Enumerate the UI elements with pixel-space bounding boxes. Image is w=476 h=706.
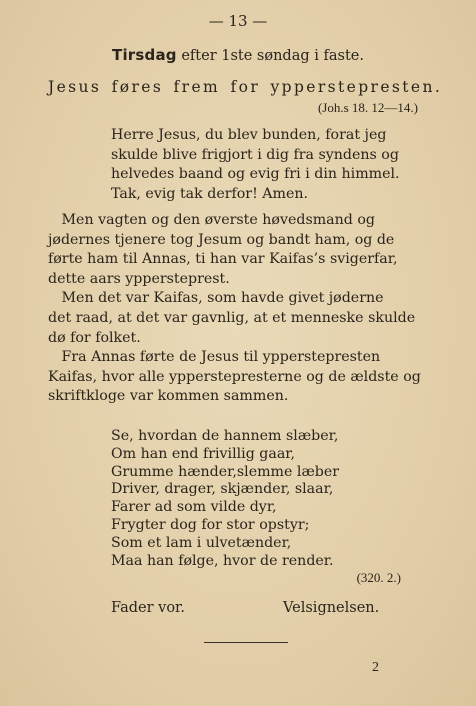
- prayer-line: Herre Jesus, du blev bunden, forat jeg: [111, 127, 387, 143]
- text-line: førte ham til Annas, ti han var Kaifas’s svigerfar,: [48, 251, 398, 268]
- text-line: skriftkloge var kommen sammen.: [48, 388, 289, 405]
- closing-lords-prayer: Fader vor.: [111, 600, 185, 616]
- hymn-line: Maa han følge, hvor de render.: [111, 552, 334, 569]
- hymn-line: Se, hvordan de hannem slæber,: [111, 428, 339, 444]
- text-line: det raad, at det var gavnlig, at et menneske skulde: [48, 309, 416, 326]
- text-line: Fra Annas førte de Jesus til ypperstepresten: [48, 349, 381, 366]
- hymn-line: Som et lam i ulvetænder,: [111, 534, 292, 551]
- prayer-line: Tak, evig tak derfor! Amen.: [111, 185, 309, 202]
- prayer-line: helvedes baand og evig fri i din himmel.: [111, 166, 400, 182]
- hymn-line: Driver, drager, skjænder, slaar,: [111, 481, 334, 498]
- text-line: Men vagten og den øverste høvedsmand og: [48, 212, 375, 228]
- scripture-text: [48, 211, 444, 407]
- hymn-line: Frygter dog for stor opstyr;: [111, 516, 310, 533]
- prayer-paragraph: [111, 126, 443, 204]
- text-line: jødernes tjenere tog Jesum og bandt ham, og de: [48, 231, 395, 248]
- scripture-reference: (Joh.s 18. 12—14.): [317, 100, 418, 115]
- divider-rule: [204, 642, 288, 643]
- hymn-line: Farer ad som vilde dyr,: [111, 499, 277, 516]
- hymn-line: Grumme hænder,slemme læber: [111, 463, 340, 480]
- signature-mark: 2: [372, 660, 379, 675]
- hymn-verse: [111, 428, 401, 570]
- text-line: dette aars yppersteprest.: [48, 270, 230, 287]
- hymn-line: Om han end frivillig gaar,: [111, 445, 296, 462]
- day-heading-rest: efter 1ste søndag i faste.: [176, 48, 364, 64]
- text-line: Kaifas, hvor alle ypperstepresterne og de ældste og: [48, 368, 421, 385]
- reading-title: Jesus føres frem for ypperstepresten.: [48, 78, 443, 96]
- closing-benediction: Velsignelsen.: [283, 600, 380, 616]
- page-number: — 13 —: [208, 12, 268, 30]
- day-name: Tirsdag: [112, 46, 177, 64]
- hymn-reference: (320. 2.): [356, 570, 401, 585]
- day-heading: [0, 46, 476, 64]
- text-line: Men det var Kaifas, som havde givet jøderne: [48, 290, 384, 307]
- text-line: dø for folket.: [48, 329, 141, 346]
- prayer-line: skulde blive frigjort i dig fra syndens og: [111, 146, 399, 163]
